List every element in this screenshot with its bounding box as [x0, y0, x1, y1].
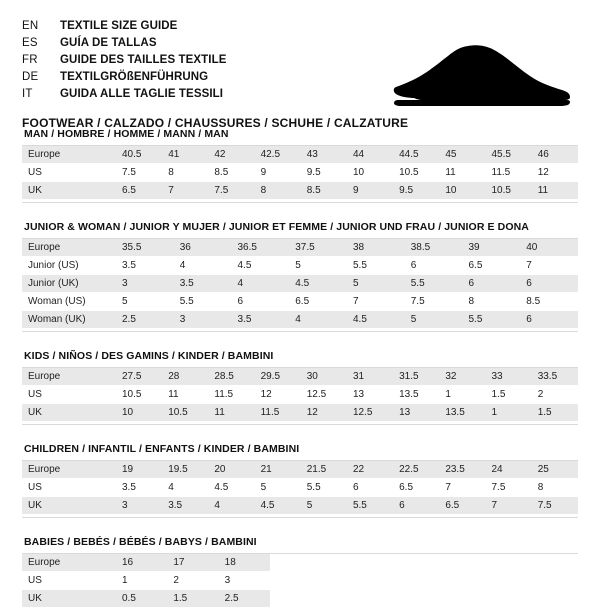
- table-row: [22, 554, 578, 572]
- size-cell: 44.5: [393, 146, 439, 164]
- size-cell: 6.5: [463, 257, 521, 275]
- size-cell: 10.5: [162, 404, 208, 422]
- size-cell: 8: [463, 293, 521, 311]
- table-row: [22, 146, 578, 164]
- size-cell: 33: [486, 368, 532, 386]
- size-cell: 11.5: [208, 386, 254, 404]
- size-cell: 3: [116, 497, 162, 515]
- size-cell: 7: [162, 182, 208, 200]
- section-junior-woman: [22, 221, 578, 332]
- section-title: JUNIOR & WOMAN / JUNIOR Y MUJER / JUNIOR ET FEMME / JUNIOR UND FRAU / JUNIOR E DONA: [22, 221, 578, 239]
- size-cell: 9.5: [301, 164, 347, 182]
- size-cell: 29.5: [255, 368, 301, 386]
- section-title: BABIES / BEBÉS / BÉBÉS / BABYS / BAMBINI: [22, 536, 578, 554]
- size-cell: 4.5: [347, 311, 405, 329]
- size-cell: 4: [208, 497, 254, 515]
- size-cell: 4.5: [232, 257, 290, 275]
- row-label: Woman (UK): [22, 311, 116, 329]
- size-table-man: [22, 146, 578, 200]
- size-cell: 0.5: [116, 590, 167, 608]
- divider: [22, 331, 578, 332]
- size-cell: 31: [347, 368, 393, 386]
- section-title: CHILDREN / INFANTIL / ENFANTS / KINDER / BAMBINI: [22, 443, 578, 461]
- language-code: DE: [22, 71, 39, 83]
- size-cell: 8.5: [520, 293, 578, 311]
- size-cell: 9: [255, 164, 301, 182]
- row-label: Europe: [22, 554, 116, 572]
- size-cell: 11: [162, 386, 208, 404]
- size-cell: 8.5: [301, 182, 347, 200]
- size-cell: 33.5: [532, 368, 578, 386]
- size-cell: 2: [167, 572, 218, 590]
- size-cell: 6: [347, 479, 393, 497]
- size-cell: 5.5: [347, 257, 405, 275]
- row-label: UK: [22, 182, 116, 200]
- size-cell: 5: [405, 311, 463, 329]
- language-code: EN: [22, 20, 39, 32]
- size-cell: 42: [208, 146, 254, 164]
- table-row: [22, 479, 578, 497]
- size-cell: 6: [520, 311, 578, 329]
- size-cell: 2.5: [116, 311, 174, 329]
- size-cell: 40.5: [116, 146, 162, 164]
- size-cell: 12: [532, 164, 578, 182]
- language-title: GUIDA ALLE TAGLIE TESSILI: [60, 88, 224, 100]
- section-kids: [22, 350, 578, 425]
- language-code: FR: [22, 54, 38, 66]
- row-label: UK: [22, 404, 116, 422]
- size-cell: 3.5: [116, 257, 174, 275]
- size-cell: 6: [463, 275, 521, 293]
- row-label: UK: [22, 497, 116, 515]
- section-man: [22, 128, 578, 203]
- size-cell: 17: [167, 554, 218, 572]
- size-cell: 6.5: [439, 497, 485, 515]
- size-cell: 10: [347, 164, 393, 182]
- divider: [22, 202, 578, 203]
- size-cell: 20: [208, 461, 254, 479]
- language-code: ES: [22, 37, 38, 49]
- table-row: [22, 497, 578, 515]
- size-cell: 10: [116, 404, 162, 422]
- table-row: [22, 368, 578, 386]
- size-cell: 24: [486, 461, 532, 479]
- size-cell: 21.5: [301, 461, 347, 479]
- size-cell: 6: [520, 275, 578, 293]
- size-cell: 42.5: [255, 146, 301, 164]
- table-row: [22, 572, 578, 590]
- size-cell: 4: [162, 479, 208, 497]
- size-cell: 3.5: [174, 275, 232, 293]
- size-cell: 45.5: [486, 146, 532, 164]
- size-cell: 12: [255, 386, 301, 404]
- table-row: [22, 239, 578, 257]
- size-cell: 39: [463, 239, 521, 257]
- size-cell: 6: [393, 497, 439, 515]
- size-cell: 3: [174, 311, 232, 329]
- row-label: US: [22, 572, 116, 590]
- size-cell: 7: [347, 293, 405, 311]
- size-cell: 6.5: [393, 479, 439, 497]
- size-cell: 40: [520, 239, 578, 257]
- size-cell: 6: [232, 293, 290, 311]
- language-title: TEXTILE SIZE GUIDE: [60, 20, 178, 32]
- row-label: Europe: [22, 239, 116, 257]
- size-cell: 46: [532, 146, 578, 164]
- table-row: [22, 386, 578, 404]
- size-cell: 2: [532, 386, 578, 404]
- size-cell: 44: [347, 146, 393, 164]
- size-table-children: [22, 461, 578, 515]
- size-cell: 31.5: [393, 368, 439, 386]
- size-cell: 13.5: [439, 404, 485, 422]
- size-cell: 5.5: [405, 275, 463, 293]
- size-cell: 3: [116, 275, 174, 293]
- table-row: [22, 275, 578, 293]
- size-cell: 25: [532, 461, 578, 479]
- row-label: US: [22, 164, 116, 182]
- size-cell: 1.5: [532, 404, 578, 422]
- size-cell: 5: [255, 479, 301, 497]
- size-cell: 35.5: [116, 239, 174, 257]
- table-row: [22, 404, 578, 422]
- size-cell: 9: [347, 182, 393, 200]
- size-cell: 11.5: [255, 404, 301, 422]
- size-cell: 41: [162, 146, 208, 164]
- table-row: [22, 257, 578, 275]
- size-cell: 1: [116, 572, 167, 590]
- size-cell: 11: [208, 404, 254, 422]
- language-title: GUÍA DE TALLAS: [60, 37, 157, 49]
- size-cell: 7.5: [486, 479, 532, 497]
- table-row: [22, 311, 578, 329]
- size-cell: 6: [405, 257, 463, 275]
- size-cell: 10: [439, 182, 485, 200]
- section-babies: [22, 536, 578, 608]
- size-cell: 9.5: [393, 182, 439, 200]
- size-cell: 7: [486, 497, 532, 515]
- size-cell: 8: [162, 164, 208, 182]
- row-label: Europe: [22, 461, 116, 479]
- size-cell: 11: [439, 164, 485, 182]
- size-cell: 7: [439, 479, 485, 497]
- size-cell: 12: [301, 404, 347, 422]
- size-cell: 45: [439, 146, 485, 164]
- size-cell: 11: [532, 182, 578, 200]
- size-cell: 12.5: [301, 386, 347, 404]
- section-title: KIDS / NIÑOS / DES GAMINS / KINDER / BAMBINI: [22, 350, 578, 368]
- size-cell: 8: [255, 182, 301, 200]
- size-cell: 8.5: [208, 164, 254, 182]
- size-cell: 36.5: [232, 239, 290, 257]
- size-cell: 4: [289, 311, 347, 329]
- row-label: Junior (US): [22, 257, 116, 275]
- size-cell: 10.5: [393, 164, 439, 182]
- size-cell: 6.5: [289, 293, 347, 311]
- divider: [22, 424, 578, 425]
- size-cell: 5.5: [347, 497, 393, 515]
- size-table-kids: [22, 368, 578, 422]
- size-cell: 19.5: [162, 461, 208, 479]
- size-cell: 38.5: [405, 239, 463, 257]
- size-cell: 3.5: [232, 311, 290, 329]
- language-row: [22, 18, 578, 34]
- size-cell: 6.5: [116, 182, 162, 200]
- size-cell: 1.5: [167, 590, 218, 608]
- divider: [22, 517, 578, 518]
- size-cell: 5.5: [174, 293, 232, 311]
- language-code: IT: [22, 88, 33, 100]
- size-cell: 22: [347, 461, 393, 479]
- size-cell: 1.5: [486, 386, 532, 404]
- size-cell: 4.5: [208, 479, 254, 497]
- size-cell: 27.5: [116, 368, 162, 386]
- footwear-section-title: FOOTWEAR / CALZADO / CHAUSSURES / SCHUHE / CALZATURE: [22, 116, 409, 130]
- size-cell: 13: [393, 404, 439, 422]
- size-cell: 11.5: [486, 164, 532, 182]
- size-cell: 10.5: [116, 386, 162, 404]
- document-header: [22, 18, 578, 130]
- size-cell: 7.5: [116, 164, 162, 182]
- size-cell: 13.5: [393, 386, 439, 404]
- row-label: Europe: [22, 146, 116, 164]
- table-row: [22, 293, 578, 311]
- size-cell: 13: [347, 386, 393, 404]
- row-label: US: [22, 479, 116, 497]
- row-label: US: [22, 386, 116, 404]
- size-cell: 12.5: [347, 404, 393, 422]
- dress-shoe-icon: [392, 42, 572, 112]
- size-cell: 32: [439, 368, 485, 386]
- size-cell: 28: [162, 368, 208, 386]
- size-cell: 5: [289, 257, 347, 275]
- size-cell: 4.5: [255, 497, 301, 515]
- size-cell: 16: [116, 554, 167, 572]
- size-cell: 5.5: [463, 311, 521, 329]
- size-cell: 38: [347, 239, 405, 257]
- row-label: Woman (US): [22, 293, 116, 311]
- section-children: [22, 443, 578, 518]
- size-cell: 3.5: [162, 497, 208, 515]
- size-cell: 28.5: [208, 368, 254, 386]
- section-title: MAN / HOMBRE / HOMME / MANN / MAN: [22, 128, 578, 146]
- size-cell: 2.5: [219, 590, 270, 608]
- size-cell: 8: [532, 479, 578, 497]
- table-row: [22, 164, 578, 182]
- size-cell: 4.5: [289, 275, 347, 293]
- size-cell: 7.5: [405, 293, 463, 311]
- language-title: GUIDE DES TAILLES TEXTILE: [60, 54, 227, 66]
- size-cell: 7.5: [208, 182, 254, 200]
- size-table-junior-woman: [22, 239, 578, 329]
- size-cell: 10.5: [486, 182, 532, 200]
- size-cell: 3: [219, 572, 270, 590]
- row-label: Junior (UK): [22, 275, 116, 293]
- size-cell: 7.5: [532, 497, 578, 515]
- size-cell: 5: [347, 275, 405, 293]
- size-cell: 37.5: [289, 239, 347, 257]
- size-cell: 1: [486, 404, 532, 422]
- row-label: UK: [22, 590, 116, 608]
- size-cell: 1: [439, 386, 485, 404]
- size-cell: 18: [219, 554, 270, 572]
- language-title: TEXTILGRÖßENFÜHRUNG: [60, 71, 209, 83]
- size-cell: 5: [301, 497, 347, 515]
- size-cell: 3.5: [116, 479, 162, 497]
- table-row: [22, 590, 578, 608]
- size-cell: 23.5: [439, 461, 485, 479]
- size-cell: 30: [301, 368, 347, 386]
- size-cell: 7: [520, 257, 578, 275]
- size-cell: 5.5: [301, 479, 347, 497]
- size-cell: 5: [116, 293, 174, 311]
- size-cell: 21: [255, 461, 301, 479]
- table-row: [22, 182, 578, 200]
- table-row: [22, 461, 578, 479]
- size-cell: 19: [116, 461, 162, 479]
- row-label: Europe: [22, 368, 116, 386]
- size-cell: 36: [174, 239, 232, 257]
- size-cell: 43: [301, 146, 347, 164]
- size-cell: 4: [232, 275, 290, 293]
- size-cell: 4: [174, 257, 232, 275]
- size-cell: 22.5: [393, 461, 439, 479]
